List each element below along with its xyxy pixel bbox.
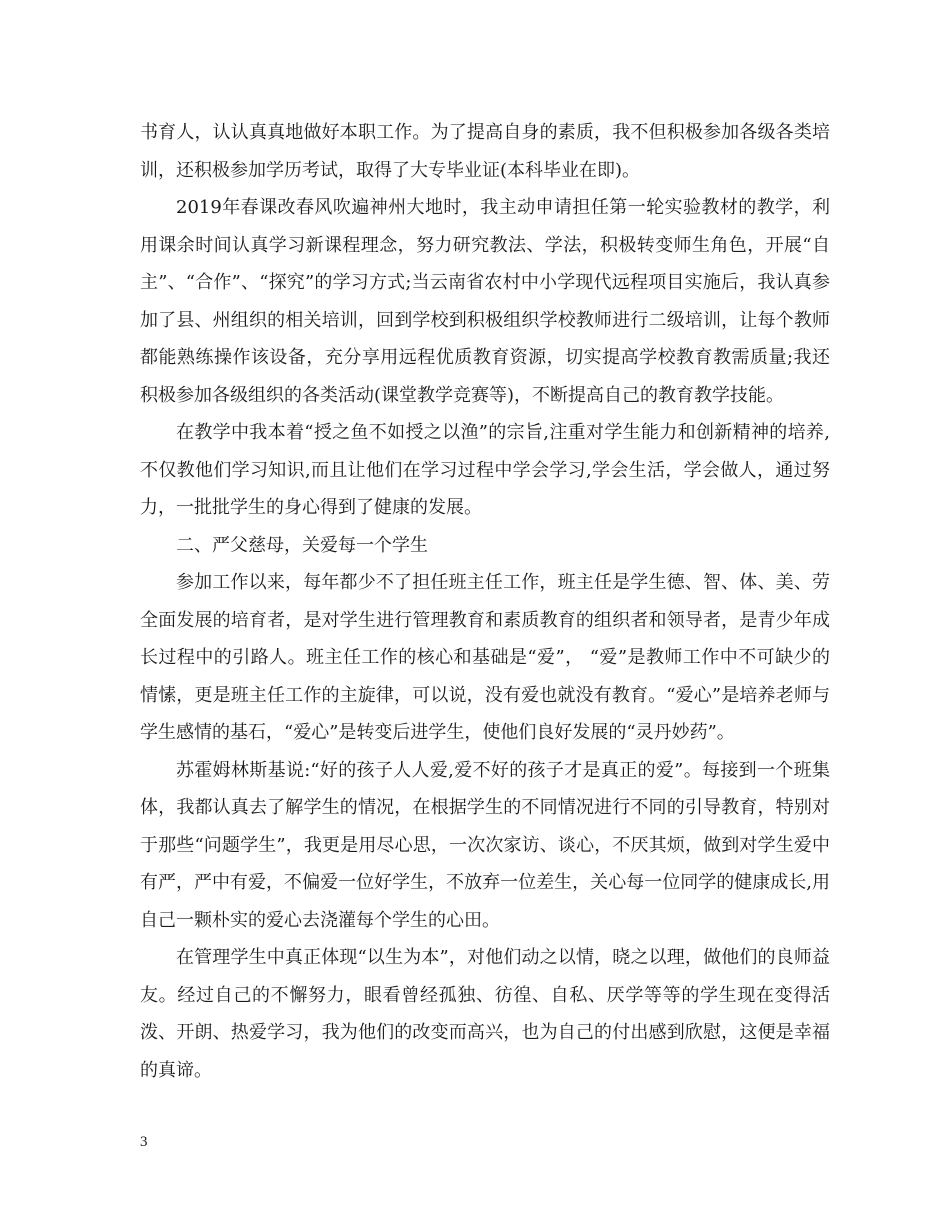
- paragraph-class-teacher: 参加工作以来，每年都少不了担任班主任工作，班主任是学生德、智、体、美、劳全面发展的培育者，是对学生进行管理教育和素质教育的组织者和领导者，是青少年成长过程中的引路人。班主任工作的核心和基础是“爱”， “爱”是教师工作中不可缺少的情愫，更是班主任工作的主旋律，可以说，没有爱也就没有教育。“爱心”是培养老师与学生感情的基石，“爱心”是转变后进学生，使他们良好发展的“灵丹妙药”。: [140, 572, 830, 743]
- paragraph-sukhomlinsky: 苏霍姆林斯基说:“好的孩子人人爱,爱不好的孩子才是真正的爱”。每接到一个班集体，我都认真去了解学生的情况，在根据学生的不同情况进行不同的引导教育，特别对于那些“问题学生”，我更是用尽心思，一次次家访、谈心，不厌其烦，做到对学生爱中有严，严中有爱，不偏爱一位好学生，不放弃一位差生，关心每一位同学的健康成长,用自己一颗朴实的爱心去浇灌每个学生的心田。: [140, 759, 830, 931]
- section-heading: 二、严父慈母，关爱每一个学生: [176, 534, 428, 556]
- paragraph-student-management: 在管理学生中真正体现“以生为本”，对他们动之以情，晓之以理，做他们的良师益友。经过自己的不懈努力，眼看曾经孤独、彷徨、自私、厌学等等的学生现在变得活泼、开朗、热爱学习，我为他们的改变而高兴，也为自己的付出感到欣慰，这便是幸福的真谛。: [140, 947, 830, 1081]
- paragraph-teaching-philosophy: 在教学中我本着“授之鱼不如授之以渔”的宗旨,注重对学生能力和创新精神的培养,不仅教他们学习知识,而且让他们在学习过程中学会学习,学会生活，学会做人，通过努力，一批批学生的身心得到了健康的发展。: [140, 422, 830, 518]
- body-text: [140, 114, 830, 1089]
- paragraph-curriculum-reform: 2019年春课改春风吹遍神州大地时，我主动申请担任第一轮实验教材的教学，利用课余时间认真学习新课程理念，努力研究教法、学法，积极转变师生角色，开展“自主”、“合作”、“探究”的学习方式;当云南省农村中小学现代远程项目实施后，我认真参加了县、州组织的相关培训，回到学校到积极组织学校教师进行二级培训，让每个教师都能熟练操作该设备，充分享用远程优质教育资源，切实提高学校教育教需质量;我还积极参加各级组织的各类活动(课堂教学竞赛等)，不断提高自己的教育教学技能。: [140, 197, 830, 406]
- paragraph-continuation: 书育人，认认真真地做好本职工作。为了提高自身的素质，我不但积极参加各级各类培训，还积极参加学历考试，取得了大专毕业证(本科毕业在即)。: [140, 122, 830, 181]
- page-number: 3: [140, 1134, 148, 1150]
